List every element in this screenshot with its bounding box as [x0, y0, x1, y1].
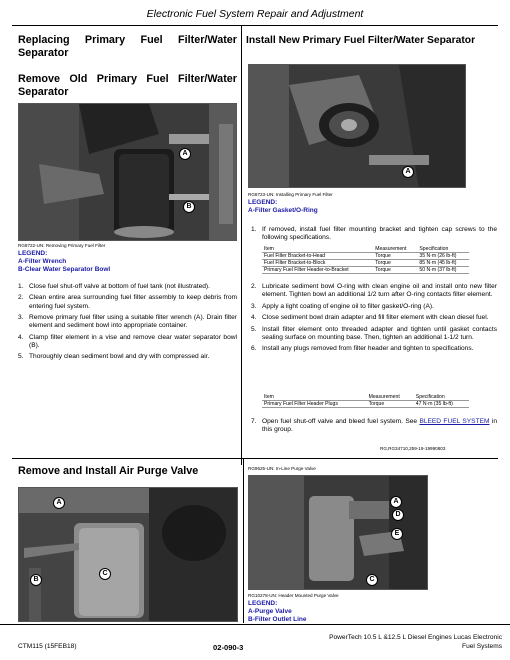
table-row: Fuel Filter Bracket-to-Block Torque 85 N·m (45 lb-ft): [262, 260, 469, 267]
legend-item: B-Filter Outlet Line: [248, 615, 307, 623]
spec-table-2: [262, 394, 469, 408]
reference-code: RG,RG34710,259-19-19990803: [380, 446, 446, 451]
callout-b: B: [183, 201, 195, 213]
list-item: 2. Clean entire area surrounding fuel filter assembly to keep debris from entering fuel system.: [18, 294, 237, 310]
list-item: 5. Install filter element onto threaded adapter and tighten until gasket contacts sealing surface on mounting base. Then, tighten an additional 1-1/2 turn.: [251, 325, 497, 341]
callout-b: B: [30, 574, 42, 586]
section-rule: [12, 458, 498, 459]
photo-removing-filter: [18, 103, 237, 241]
list-item: 6. Install any plugs removed from filter header and tighten to specifications.: [251, 345, 474, 353]
table-header-row: Item Measurement Specification: [262, 246, 469, 253]
legend-left: [18, 250, 110, 273]
callout-c: C: [366, 574, 378, 586]
table-row: Primary Fuel Filter Header Plugs Torque 47 N·m (35 lb-ft): [262, 401, 469, 408]
section-title-install: Install New Primary Fuel Filter/Water Separator: [246, 35, 476, 46]
legend-item: A-Filter Wrench: [18, 257, 67, 265]
table-row: Primary Fuel Filter Header-to-Bracket Torque 50 N·m (37 lb-ft): [262, 267, 469, 274]
callout-e: E: [391, 528, 403, 540]
running-header: Electronic Fuel System Repair and Adjustment: [146, 8, 364, 20]
list-item: 1. Close fuel shut-off valve at bottom of fuel tank (not illustrated).: [18, 283, 210, 290]
list-item: 3. Remove primary fuel filter using a suitable filter wrench (A). Drain filter element and sediment bowl into appropriate container.: [18, 314, 237, 330]
photo-removing-filter-image: [19, 104, 237, 241]
photo-caption-inline: RG9625-UN: In-Line Purge Valve: [248, 466, 316, 471]
photo-caption-left: RG8722-UN: Removing Primary Fuel Filter: [18, 243, 106, 248]
legend-title: LEGEND:: [248, 199, 278, 206]
install-steps-2-6: [251, 283, 497, 357]
list-item: 4. Close sediment bowl drain adapter and fill filter element with clean diesel fuel.: [251, 314, 489, 322]
footer-doc-id: CTM115 (15FEB18): [18, 643, 77, 650]
photo-caption-header-mounted: RG10278-UN: Header Mounted Purge Valve: [248, 593, 339, 598]
photo-inline-purge-valve: [18, 487, 238, 622]
bleed-fuel-system-link[interactable]: BLEED FUEL SYSTEM: [419, 418, 490, 425]
list-item: 5. Thoroughly clean sediment bowl and dry with compressed air.: [18, 353, 210, 361]
photo-installing-filter: [248, 64, 466, 188]
install-step-1: [251, 226, 497, 246]
legend-item: A-Filter Gasket/O-Ring: [248, 206, 318, 214]
legend-item: B-Clear Water Separator Bowl: [18, 265, 111, 273]
callout-a: A: [53, 497, 65, 509]
callout-c: C: [99, 568, 111, 580]
column-divider: [241, 25, 242, 465]
footer-title-line1: PowerTech 10.5 L &12.5 L Diesel Engines Lucas Electronic: [329, 634, 502, 641]
callout-a: A: [390, 496, 402, 508]
footer-title-line2: Fuel Systems: [462, 643, 502, 650]
legend-right: [248, 199, 318, 215]
list-item: 3. Apply a light coating of engine oil to filter gasket/O-ring (A).: [251, 302, 434, 310]
footer-manual-title: [280, 633, 502, 651]
install-step-7: [251, 418, 497, 438]
footer-page-number: 02-090-3: [213, 643, 244, 652]
list-item: 2. Lubricate sediment bowl O-ring with clean engine oil and install onto new filter element. Tighten bowl an additional 1/2 turn after O-ring contacts filter element.: [251, 283, 497, 299]
header-rule: [12, 25, 498, 26]
bottom-column-divider: [243, 458, 244, 623]
section-title-air-purge: Remove and Install Air Purge Valve: [18, 465, 199, 477]
legend-title: LEGEND:: [248, 600, 278, 607]
callout-d: D: [392, 509, 404, 521]
callout-a: A: [179, 148, 191, 160]
list-item: 1. If removed, install fuel filter mounting bracket and tighten cap screws to the following specifications.: [251, 226, 497, 242]
legend-item: A-Purge Valve: [248, 607, 292, 615]
photo-installing-filter-image: [249, 65, 466, 188]
removal-steps: [18, 283, 237, 365]
subsection-title-remove: Remove Old Primary Fuel Filter/Water Separator: [18, 73, 237, 98]
photo-inline-purge-valve-image: [19, 488, 238, 622]
list-item: 7. Open fuel shut-off valve and bleed fuel system. See BLEED FUEL SYSTEM in this group.: [251, 418, 497, 434]
table-header-row: Item Measurement Specification: [262, 394, 469, 401]
photo-caption-right: RG8723-UN: Installing Primary Fuel Filter: [248, 192, 333, 197]
table-row: Fuel Filter Bracket-to-Head Torque 35 N·m (26 lb-ft): [262, 253, 469, 260]
callout-a: A: [402, 166, 414, 178]
legend-title: LEGEND:: [18, 250, 48, 257]
list-item: 4. Clamp filter element in a vise and remove clear water separator bowl (B).: [18, 333, 237, 349]
footer-rule: [0, 624, 510, 625]
section-title-replacing: Replacing Primary Fuel Filter/Water Separator: [18, 34, 237, 59]
photo-header-mounted-purge-valve: [248, 475, 428, 590]
spec-table-1: [262, 246, 469, 274]
legend-bottom: [248, 600, 307, 623]
